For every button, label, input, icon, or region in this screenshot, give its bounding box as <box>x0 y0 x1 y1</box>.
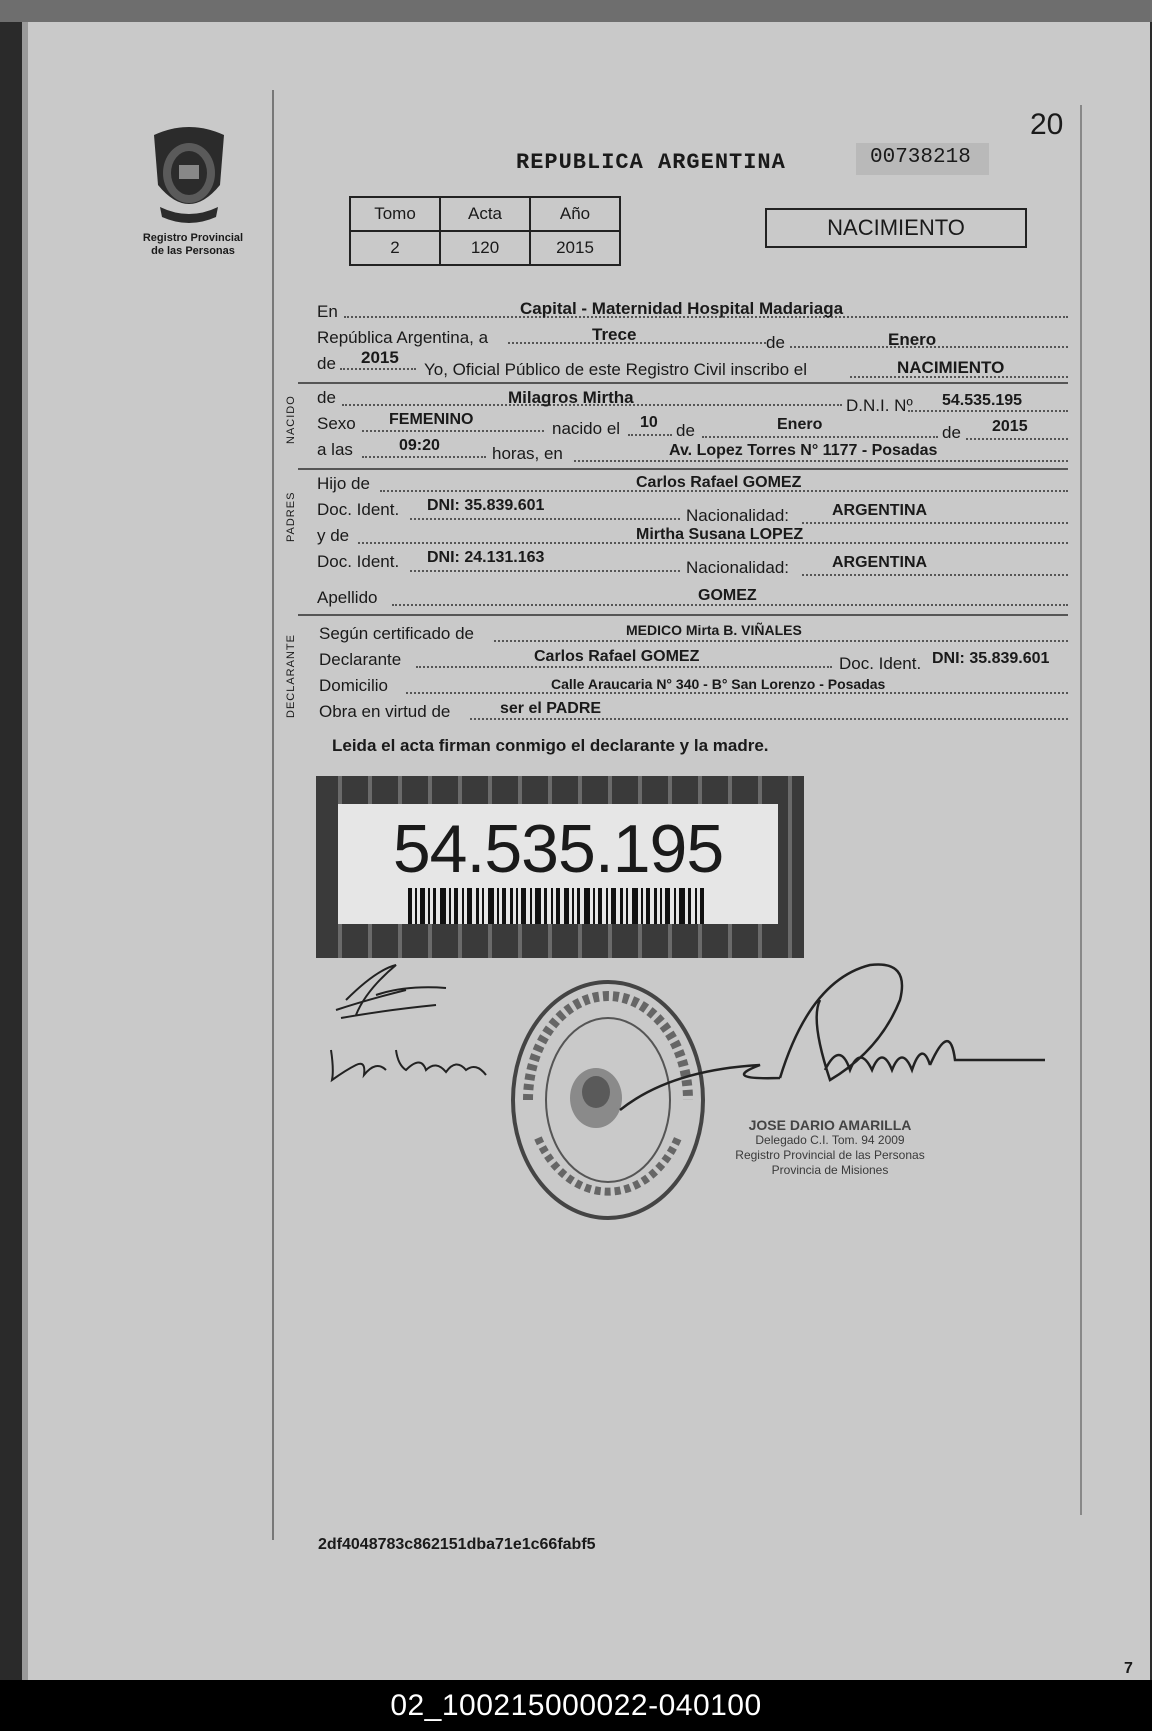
barcode-sticker <box>316 776 804 958</box>
hijo-de-label: Hijo de <box>317 474 370 493</box>
birth-day: 10 <box>640 414 658 431</box>
seal-label-line-2: de las Personas <box>151 245 235 257</box>
father-nationality: ARGENTINA <box>832 502 928 519</box>
certificado-label: Según certificado de <box>319 624 474 643</box>
birth-time: 09:20 <box>399 437 440 454</box>
a-las-label: a las <box>317 440 353 459</box>
nacionalidad-label: Nacionalidad: <box>686 506 790 525</box>
table-header-row <box>350 197 620 231</box>
birth-month: Enero <box>777 416 823 433</box>
obra-value: ser el PADRE <box>500 700 602 717</box>
barcode-number: 54.535.195 <box>392 811 724 887</box>
mother-doc: DNI: 24.131.163 <box>427 549 545 566</box>
dotted-line <box>574 460 1068 462</box>
dotted-line <box>340 368 416 370</box>
section-separator <box>298 468 1068 470</box>
dotted-line <box>802 574 1068 576</box>
dotted-line <box>416 666 832 668</box>
official-name: JOSE DARIO AMARILLA <box>748 1117 912 1133</box>
declarante-label: Declarante <box>319 650 402 669</box>
inscribo-value: NACIMIENTO <box>897 358 1005 377</box>
nacionalidad-label: Nacionalidad: <box>686 558 790 577</box>
nacido-section-label: NACIDO <box>285 395 297 444</box>
declarante-section-label: DECLARANTE <box>285 634 297 718</box>
doc-ident-label: Doc. Ident. <box>317 552 400 571</box>
page-number: 20 <box>1030 108 1064 141</box>
left-margin-line <box>272 90 274 1540</box>
seal-label <box>118 232 268 258</box>
closing-text: Leida el acta firman conmigo el declarante y la madre. <box>332 736 769 755</box>
birth-year: 2015 <box>992 418 1028 435</box>
oficial-signature <box>610 960 1050 1130</box>
padres-section-label: PADRES <box>285 491 297 542</box>
de-label: de <box>766 333 785 352</box>
section-separator <box>298 614 1068 616</box>
mother-name: Mirtha Susana LOPEZ <box>636 526 804 543</box>
dotted-line <box>908 410 1068 412</box>
child-dni: 54.535.195 <box>942 392 1023 409</box>
dotted-line <box>470 718 1068 720</box>
father-doc: DNI: 35.839.601 <box>427 497 545 514</box>
declarante-signature <box>326 960 456 1026</box>
sexo-label: Sexo <box>317 414 356 433</box>
declarante-doc: DNI: 35.839.601 <box>932 650 1050 667</box>
horas-label: horas, en <box>492 444 563 463</box>
right-margin-line <box>1080 105 1082 1515</box>
dotted-line <box>410 570 680 572</box>
sexo-value: FEMENINO <box>389 411 474 428</box>
table-cell: 2 <box>350 231 440 265</box>
day-words: Trece <box>592 325 637 344</box>
year-value: 2015 <box>361 348 399 367</box>
record-type-box: NACIMIENTO <box>765 208 1027 248</box>
corner-mark: 7 <box>1124 1660 1133 1677</box>
en-label: En <box>317 302 338 321</box>
obra-label: Obra en virtud de <box>319 702 451 721</box>
dotted-line <box>362 456 486 458</box>
y-de-label: y de <box>317 526 350 545</box>
nacido-el-label: nacido el <box>552 419 621 438</box>
dotted-line <box>802 522 1068 524</box>
child-name: Milagros Mirtha <box>508 388 634 407</box>
table-row <box>350 231 620 265</box>
table-header: Acta <box>440 197 530 231</box>
de-label: de <box>676 421 695 440</box>
dotted-line <box>410 518 680 520</box>
year-prefix: de <box>317 354 336 373</box>
domicilio-value: Calle Araucaria N° 340 - B° San Lorenzo - Posadas <box>551 676 886 692</box>
dotted-line <box>508 342 766 344</box>
mother-nationality: ARGENTINA <box>832 554 928 571</box>
father-name: Carlos Rafael GOMEZ <box>636 474 802 491</box>
doc-ident-label: Doc. Ident. <box>839 654 922 673</box>
official-line-3: Registro Provincial de las Personas <box>735 1148 925 1162</box>
rep-label: República Argentina, a <box>317 328 489 347</box>
provincia-de-misiones-seal-icon <box>146 125 232 225</box>
official-line-4: Provincia de Misiones <box>771 1163 889 1177</box>
birth-place: Av. Lopez Torres N° 1177 - Posadas <box>669 442 938 459</box>
barcode-icon <box>408 888 708 924</box>
table-cell: 120 <box>440 231 530 265</box>
section-separator <box>298 382 1068 384</box>
dotted-line <box>702 436 938 438</box>
yo-text: Yo, Oficial Público de este Registro Civil inscribo el <box>424 360 807 379</box>
de-label: de <box>942 423 961 442</box>
dotted-line <box>628 434 672 436</box>
official-stamp-text <box>700 1118 960 1178</box>
domicilio-label: Domicilio <box>319 676 388 695</box>
dotted-line <box>494 640 1068 642</box>
table-header: Año <box>530 197 620 231</box>
dotted-line <box>966 438 1068 440</box>
table-cell: 2015 <box>530 231 620 265</box>
official-line-2: Delegado C.I. Tom. 94 2009 <box>755 1133 905 1147</box>
footer-bar <box>0 1680 1152 1731</box>
document-title: REPUBLICA ARGENTINA <box>516 150 786 175</box>
table-header: Tomo <box>350 197 440 231</box>
month-value: Enero <box>888 330 937 349</box>
en-value: Capital - Maternidad Hospital Madariaga <box>520 299 844 318</box>
apellido-label: Apellido <box>317 588 378 607</box>
madre-signature <box>326 1040 496 1090</box>
certificado-value: MEDICO Mirta B. VIÑALES <box>626 622 802 638</box>
doc-ident-label: Doc. Ident. <box>317 500 400 519</box>
declarante-name: Carlos Rafael GOMEZ <box>534 648 700 665</box>
page-top-edge <box>0 0 1152 22</box>
footer-id: 02_100215000022-040100 <box>390 1688 762 1722</box>
seal-label-line-1: Registro Provincial <box>142 232 244 244</box>
dotted-line <box>406 692 1068 694</box>
dni-label: D.N.I. Nº <box>846 396 913 415</box>
apellido-value: GOMEZ <box>698 587 757 604</box>
dotted-line <box>362 430 544 432</box>
barcode-label <box>338 804 778 924</box>
serial-number: 00738218 <box>856 143 989 175</box>
nacido-de-label: de <box>317 388 336 407</box>
tomo-acta-table <box>349 196 621 266</box>
document-hash: 2df4048783c862151dba71e1c66fabf5 <box>318 1536 596 1553</box>
